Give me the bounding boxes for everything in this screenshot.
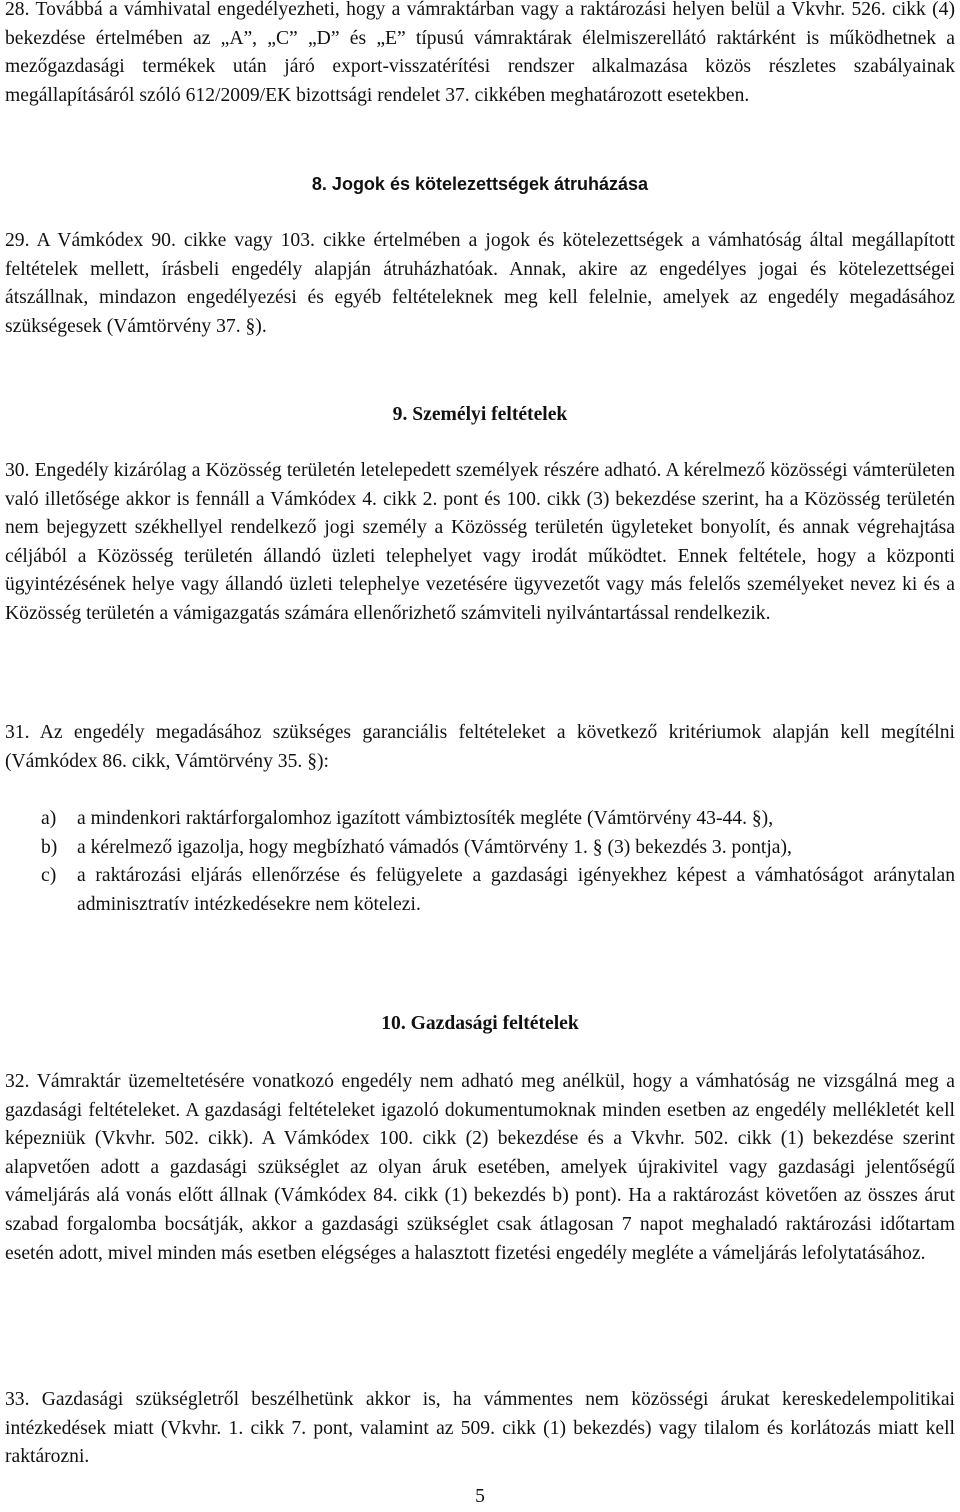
heading-10: 10. Gazdasági feltételek	[381, 1013, 579, 1034]
list-marker: a)	[41, 808, 57, 829]
paragraph-31: 31. Az engedély megadásához szükséges garanciális feltételeket a következő kritériumok alapján kell megítélni (Vámkódex 86. cikk, Vámtörvény 35. §):	[5, 722, 955, 772]
paragraph-29: 29. A Vámkódex 90. cikke vagy 103. cikke értelmében a jogok és kötelezettségek a vámhatóság által megállapított feltételek mellett, írásbeli engedély alapján átruházhatóak. Annak, akire az engedélyes jogai és kötelezettségei átszállnak, mindazon engedélyezési és egyéb feltételeknek meg kell felelnie, amelyek az engedély megadásához szükségesek (Vámtörvény 37. §).	[5, 230, 955, 337]
list-marker: c)	[41, 865, 57, 887]
list-item-text: a raktározási eljárás ellenőrzése és felügyelete a gazdasági igényekhez képest a vámhatóságot aránytalan adminisztratív intézkedésekre nem kötelezi.	[77, 865, 955, 915]
list-item	[5, 805, 955, 834]
list-marker: b)	[41, 836, 58, 858]
list-item	[5, 834, 955, 863]
heading-8: 8. Jogok és kötelezettségek átruházása	[311, 174, 649, 194]
paragraph-33: 33. Gazdasági szükségletről beszélhetünk akkor is, ha vámmentes nem közösségi árukat kereskedelempolitikai intézkedések miatt (Vkvhr. 1. cikk 7. pont, valamint az 509. cikk (1) bekezdés) vagy tilalom és korlátozás miatt kell raktározni.	[5, 1389, 955, 1468]
list-item-text: a kérelmező igazolja, hogy megbízható vámadós (Vámtörvény 1. § (3) bekezdés 3. pontja),	[77, 836, 792, 858]
list-item	[5, 862, 955, 919]
paragraph-28: 28. Továbbá a vámhivatal engedélyezheti, hogy a vámraktárban vagy a raktározási helyen belül a Vkvhr. 526. cikk (4) bekezdése értelmében az „A”, „C” „D” és „E” típusú vámraktárak élelmiszerellátó raktárként is működhetnek a mezőgazdasági termékek után járó export-visszatérítési rendszer alkalmazása közös részletes szabályainak megállapításáról szóló 612/2009/EK bizottsági rendelet 37. cikkében meghatározott esetekben.	[5, 0, 955, 106]
page-number: 5	[475, 1486, 485, 1507]
heading-9: 9. Személyi feltételek	[392, 404, 568, 425]
paragraph-32: 32. Vámraktár üzemeltetésére vonatkozó engedély nem adható meg anélkül, hogy a vámhatóság ne vizsgálná meg a gazdasági feltételeket. A gazdasági feltételeket igazoló dokumentumoknak minden esetben az engedély mellékletét kell képezniük (Vkvhr. 502. cikk). A Vámkódex 100. cikk (2) bekezdése és a Vkvhr. 502. cikk (1) bekezdése szerint alapvetően adott a gazdasági szükséglet az olyan áruk esetében, amelyek újrakivitel vagy gazdasági jelentőségű vámeljárás alá vonás előtt állnak (Vámkódex 84. cikk (1) bekezdés b) pont). Ha a raktározást követően az összes árut szabad forgalomba bocsátják, akkor a gazdasági szükséglet csak átlagosan 7 napot meghaladó raktározási időtartam esetén adott, mivel minden más esetben elégséges a halasztott fizetési engedély megléte a vámeljárás lefolytatásához.	[5, 1071, 955, 1264]
paragraph-30: 30. Engedély kizárólag a Közösség területén letelepedett személyek részére adható. A kérelmező közösségi vámterületen való illetősége akkor is fennáll a Vámkódex 4. cikk 2. pont és 100. cikk (3) bekezdése szerint, ha a Közösség területén nem bejegyzett székhellyel rendelkező jogi személy a Közösség területén ügyleteket bonyolít, és annak végrehajtása céljából a Közösség területén állandó üzleti telephelyet vagy irodát működtet. Ennek feltétele, hogy a központi ügyintézésének helye vagy állandó üzleti telephelye vezetésére ügyvezetőt vagy más felelős személyeket nevez ki és a Közösség területén a vámigazgatás számára ellenőrizhető számviteli nyilvántartással rendelkezik.	[5, 460, 955, 624]
document-page	[5, 0, 955, 1509]
list-item-text: a mindenkori raktárforgalomhoz igazított vámbiztosíték megléte (Vámtörvény 43-44. §),	[77, 808, 774, 829]
criteria-list	[5, 805, 955, 919]
